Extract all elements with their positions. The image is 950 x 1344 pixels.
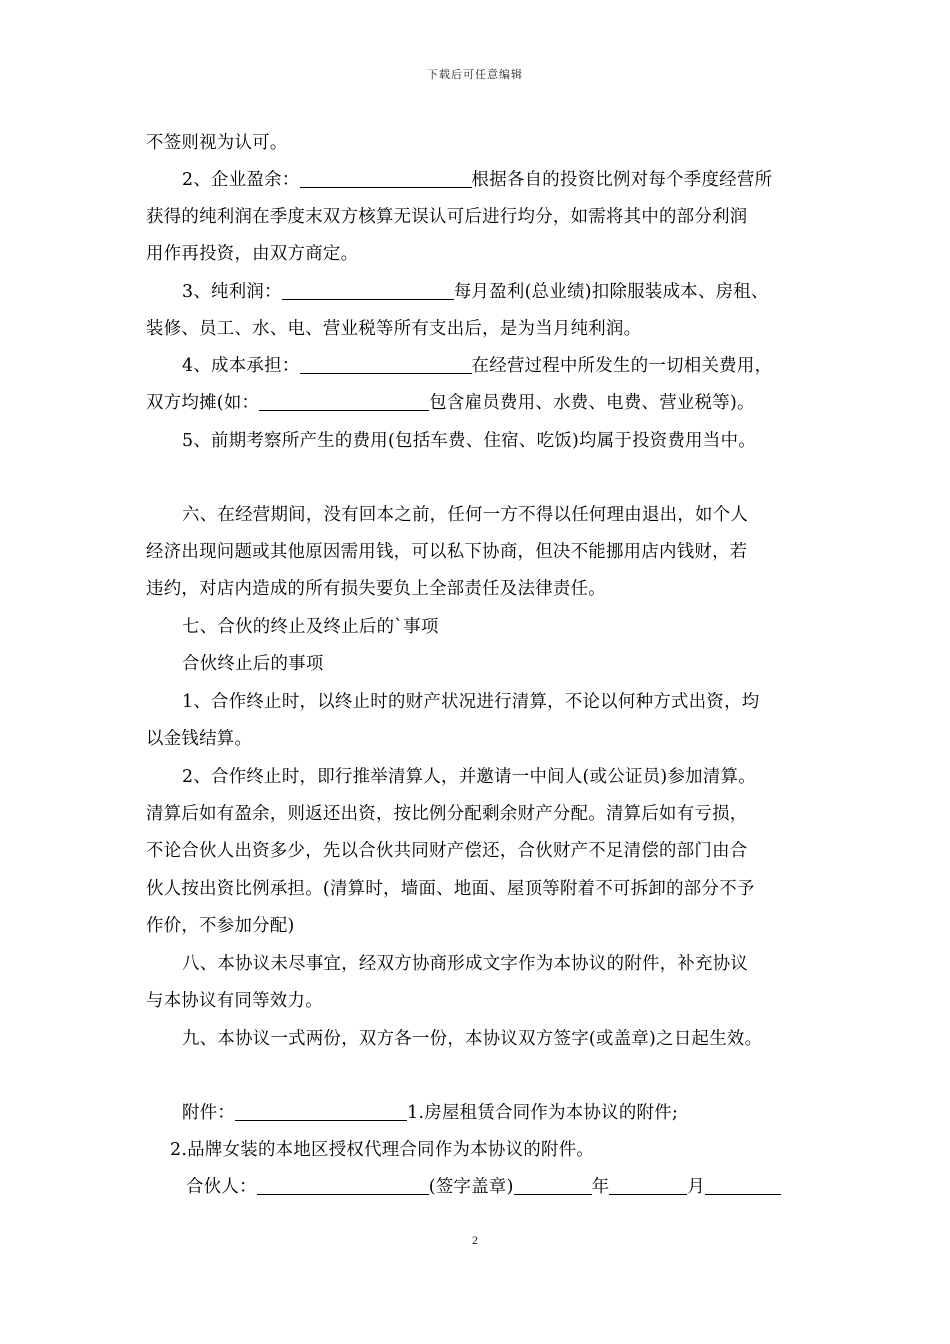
fill-blank bbox=[282, 282, 454, 300]
text-line: 违约，对店内造成的所有损失要负上全部责任及法律责任。 bbox=[146, 579, 606, 599]
fill-blank bbox=[235, 1103, 407, 1121]
text-line: 以金钱结算。 bbox=[146, 729, 253, 749]
text-line: 2.品牌女装的本地区授权代理合同作为本协议的附件。 bbox=[170, 1140, 595, 1160]
text-line: 九、本协议一式两份，双方各一份，本协议双方签字(或盖章)之日起生效。 bbox=[182, 1029, 763, 1049]
page-header: 下载后可任意编辑 bbox=[427, 68, 523, 81]
item-text: 每月盈利(总业绩)扣除服装成本、房租、 bbox=[453, 282, 769, 302]
attachment-text: 1.房屋租赁合同作为本协议的附件; bbox=[407, 1103, 679, 1123]
fill-blank bbox=[705, 1177, 781, 1195]
month-label: 月 bbox=[687, 1177, 706, 1197]
text-line bbox=[182, 165, 772, 190]
text-line: 2、合作终止时，即行推举清算人，并邀请一中间人(或公证员)参加清算。 bbox=[182, 767, 756, 787]
text-line: 不论合伙人出资多少，先以合伙共同财产偿还，合伙财产不足清偿的部门由合 bbox=[146, 841, 748, 861]
item-text: 根据各自的投资比例对每个季度经营所 bbox=[471, 170, 773, 190]
text-line: 获得的纯利润在季度末双方核算无误认可后进行均分，如需将其中的部分利润 bbox=[146, 207, 748, 227]
item-text: 在经营过程中所发生的一切相关费用， bbox=[471, 356, 773, 376]
text-line: 六、在经营期间，没有回本之前，任何一方不得以任何理由退出，如个人 bbox=[182, 505, 749, 525]
text-line: 作价，不参加分配) bbox=[146, 916, 295, 936]
text-line: 与本协议有同等效力。 bbox=[146, 991, 323, 1011]
item-label: 2、企业盈余： bbox=[182, 170, 300, 190]
fill-blank bbox=[300, 170, 472, 188]
text-line bbox=[182, 1098, 678, 1123]
text-line: 经济出现问题或其他原因需用钱，可以私下协商，但决不能挪用店内钱财，若 bbox=[146, 542, 748, 562]
text-line bbox=[182, 277, 769, 302]
item-label: 双方均摊(如： bbox=[146, 393, 260, 413]
item-label: 3、纯利润： bbox=[182, 282, 282, 302]
attachment-label: 附件： bbox=[182, 1103, 236, 1123]
text-line: 合伙终止后的事项 bbox=[182, 654, 324, 674]
text-line: 八、本协议未尽事宜，经双方协商形成文字作为本协议的附件，补充协议 bbox=[182, 954, 749, 974]
item-text: 包含雇员费用、水费、电费、营业税等)。 bbox=[429, 393, 755, 413]
fill-blank bbox=[257, 1177, 429, 1195]
fill-blank bbox=[300, 356, 472, 374]
text-line: 5、前期考察所产生的费用(包括车费、住宿、吃饭)均属于投资费用当中。 bbox=[182, 431, 756, 451]
fill-blank bbox=[514, 1177, 592, 1195]
fill-blank bbox=[259, 393, 429, 411]
partner-label: 合伙人： bbox=[186, 1177, 257, 1197]
text-line: 1、合作终止时，以终止时的财产状况进行清算，不论以何种方式出资，均 bbox=[182, 692, 760, 712]
item-label: 4、成本承担： bbox=[182, 356, 300, 376]
year-label: 年 bbox=[591, 1177, 610, 1197]
text-line bbox=[182, 351, 772, 376]
section-heading: 七、合伙的终止及终止后的`事项 bbox=[182, 617, 439, 637]
text-line bbox=[146, 388, 755, 413]
text-line: 伙人按出资比例承担。(清算时，墙面、地面、屋顶等附着不可拆卸的部分不予 bbox=[146, 879, 755, 899]
fill-blank bbox=[609, 1177, 687, 1195]
signature-line bbox=[186, 1172, 781, 1197]
text-line: 不签则视为认可。 bbox=[146, 133, 288, 153]
text-line: 装修、员工、水、电、营业税等所有支出后，是为当月纯利润。 bbox=[146, 319, 642, 339]
page-number: 2 bbox=[472, 1233, 478, 1247]
sign-seal-label: (签字盖章) bbox=[428, 1177, 514, 1197]
text-line: 清算后如有盈余，则返还出资，按比例分配剩余财产分配。清算后如有亏损， bbox=[146, 804, 748, 824]
text-line: 用作再投资，由双方商定。 bbox=[146, 244, 359, 264]
